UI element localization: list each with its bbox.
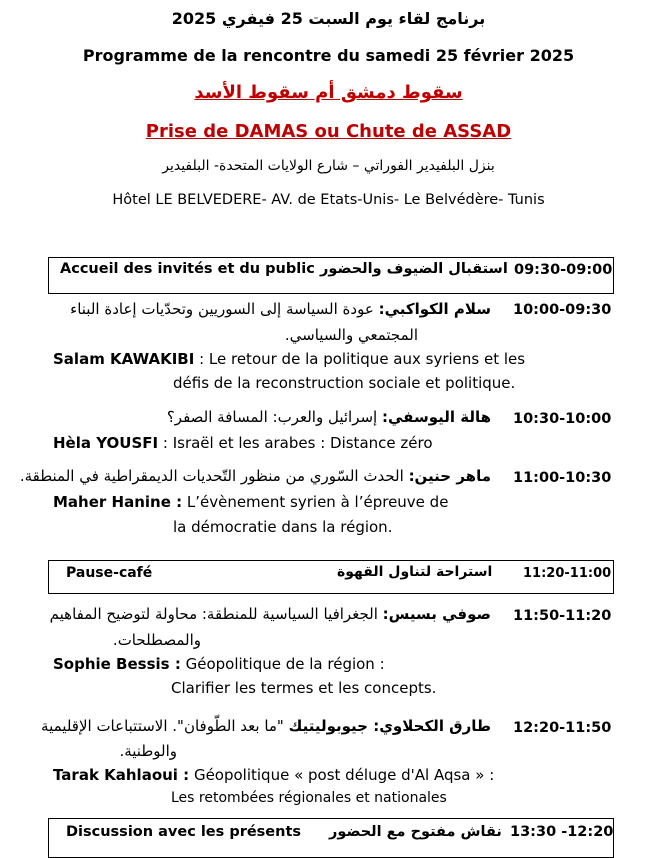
talk2-fr-line1 [53, 434, 433, 452]
theme-fr: Prise de DAMAS ou Chute de ASSAD [145, 121, 512, 142]
talk1-ar-line1 [70, 300, 491, 318]
welcome-label-ar: استقبال الضيوف والحضور [320, 261, 508, 277]
talk5-speaker-fr: Tarak Kahlaoui : [53, 766, 190, 784]
talk1-ar-line2: المجتمعي والسياسي. [284, 326, 418, 344]
venue-fr: Hôtel LE BELVEDERE- AV. de Etats-Unis- Le Belvédère- Tunis [112, 192, 545, 208]
venue-ar: بنزل البلفيدير الفوراتي – شارع الولايات المتحدة- البلفيدير [162, 158, 495, 174]
talk4-speaker-fr: Sophie Bessis : [53, 655, 181, 673]
break-row [48, 560, 614, 594]
break-label-ar: استراحة لتناول القهوة [337, 564, 493, 580]
theme-ar: سقوط دمشق أم سقوط الأسد [194, 82, 463, 103]
discussion-time: 13:30 -12:20 [510, 824, 614, 840]
welcome-time: 09:30-09:00 [514, 262, 613, 278]
talk4-topic-ar: الجغرافيا السياسية للمنطقة: محاولة لتوضيح المفاهيم [49, 605, 378, 623]
talk1-fr-line2: défis de la reconstruction sociale et politique. [173, 374, 516, 392]
discussion-label-fr: Discussion avec les présents [66, 824, 302, 840]
discussion-row [48, 818, 614, 858]
talk4-speaker-ar: صوفي بسيس: [382, 605, 491, 623]
talk5-time: 12:20-11:50 [513, 720, 612, 736]
discussion-label-ar: نقاش مفتوح مع الحضور [329, 824, 502, 840]
talk2-speaker-ar: هالة اليوسفي: [381, 408, 491, 426]
talk3-fr-line1 [53, 493, 448, 511]
talk2-ar-line1 [161, 408, 491, 426]
talk4-fr-line1 [53, 655, 385, 673]
talk3-topic-fr: L’évènement syrien à l’épreuve de [182, 493, 449, 511]
talk3-speaker-fr: Maher Hanine : [53, 493, 183, 511]
break-time: 11:20-11:00 [523, 566, 612, 581]
talk4-fr-line2: Clarifier les termes et les concepts. [171, 679, 437, 697]
talk2-speaker-fr: Hèla YOUSFI [53, 434, 159, 452]
talk2-topic-ar: إسرائيل والعرب: المسافة الصفر؟ [166, 408, 378, 426]
talk3-speaker-ar: ماهر حنين: [408, 467, 491, 485]
talk1-speaker-ar: سلام الكواكبي: [378, 300, 491, 318]
talk3-fr-line2: la démocratie dans la région. [173, 518, 393, 536]
talk1-topic-ar: عودة السياسة إلى السوريين وتحدّيات إعادة البناء [70, 300, 374, 318]
welcome-row [48, 257, 614, 294]
talk5-fr-line1 [53, 766, 494, 784]
talk5-speaker-ar: طارق الكحلاوي: جيوبوليتيك [288, 717, 491, 735]
talk2-time: 10:30-10:00 [513, 411, 612, 427]
talk1-speaker-fr: Salam KAWAKIBI [53, 350, 195, 368]
talk3-ar-line1 [19, 467, 491, 485]
title-fr: Programme de la rencontre du samedi 25 février 2025 [82, 46, 575, 65]
talk5-ar-line2: والوطنية. [119, 742, 177, 760]
talk3-time: 11:00-10:30 [513, 470, 612, 486]
talk1-fr-line1 [53, 350, 525, 368]
title-ar: برنامج لقاء يوم السبت 25 فيفري 2025 [171, 9, 486, 28]
talk4-ar-line1 [49, 605, 491, 623]
talk5-fr-line2: Les retombées régionales et nationales [171, 790, 447, 806]
talk3-topic-ar: الحدث السّوري من منظور التّحديات الديمقراطية في المنطقة. [19, 467, 404, 485]
welcome-label-fr: Accueil des invités et du public [60, 261, 315, 277]
talk1-time: 10:00-09:30 [513, 302, 612, 318]
talk1-topic-fr: : Le retour de la politique aux syriens et les [194, 350, 526, 368]
talk5-topic-fr: Géopolitique « post déluge d'Al Aqsa » : [189, 766, 495, 784]
talk5-topic-ar: "ما بعد الطّوفان". الاستتباعات الإقليمية [41, 717, 284, 735]
talk4-time: 11:50-11:20 [513, 608, 612, 624]
talk4-topic-fr: Géopolitique de la région : [180, 655, 385, 673]
break-label-fr: Pause-café [66, 565, 153, 581]
talk4-ar-line2: والمصطلحات. [112, 631, 201, 649]
talk5-ar-line1 [41, 717, 491, 735]
talk2-topic-fr: : Israël et les arabes : Distance zéro [158, 434, 433, 452]
